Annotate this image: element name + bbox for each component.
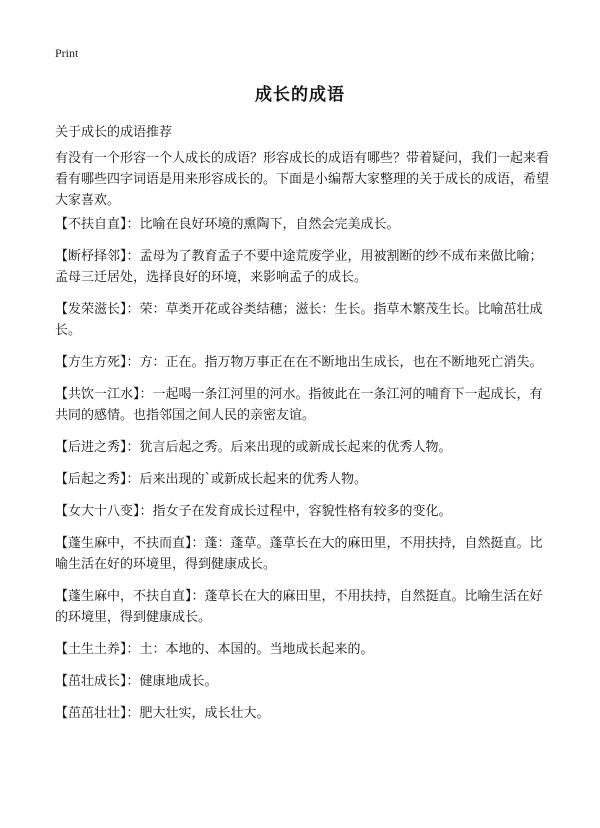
- article-subtitle: 关于成长的成语推荐: [55, 125, 173, 140]
- idiom-entry-hou-jin-zhi-xiu: 【后进之秀】：犹言后起之秀。后来出现的或新成长起来的优秀人物。: [55, 440, 452, 455]
- idiom-entry-zhuo-zhuang-cheng-zhang: 【茁壮成长】：健康地成长。: [55, 674, 218, 689]
- idiom-entry-bu-fu-zi-zhi: 【不扶自直】：比喻在良好环境的熏陶下，自然会完美成长。: [55, 217, 400, 232]
- print-link[interactable]: Print: [55, 46, 79, 60]
- idiom-entry-tu-sheng-tu-yang: 【土生土养】：土：本地的、本国的。当地成长起来的。: [55, 642, 374, 657]
- page-title: 成长的成语: [255, 85, 345, 105]
- idiom-entry-zhuo-zhuo-zhuang-zhuang: 【茁茁壮壮】：肥大壮实，成长壮大。: [55, 706, 270, 721]
- idiom-entry-nv-da-shi-ba-bian: 【女大十八变】：指女子在发育成长过程中，容貌性格有较多的变化。: [55, 504, 452, 519]
- idiom-entry-fa-rong-zi-zhang: 【发荣滋长】：荣：草类开花或谷类结穗；滋长：生长。指草木繁茂生长。比喻茁壮成长。: [55, 302, 543, 338]
- idiom-entry-gong-yin-yi-jiang-shui: 【共饮一江水】：一起喝一条江河里的河水。指彼此在一条江河的哺育下一起成长，有共同的感情。也指邻国之间人民的亲密友谊。: [55, 387, 543, 423]
- idiom-entry-peng-sheng-ma-zhong-bu-fu-zi-zhi: 【蓬生麻中，不扶自直】：蓬草长在大的麻田里，不用扶持，自然挺直。比喻生活在好的环境里，得到健康成长。: [55, 589, 543, 625]
- idiom-entry-fang-sheng-fang-si: 【方生方死】：方：正在。指万物万事正在在不断地出生成长，也在不断地死亡消失。: [55, 355, 543, 370]
- idiom-list: [55, 214, 555, 735]
- idiom-entry-peng-sheng-ma-zhong-bu-fu-er-zhi: 【蓬生麻中，不扶而直】：蓬：蓬草。蓬草长在大的麻田里，不用扶持，自然挺直。比喻生活在好的环境里，得到健康成长。: [55, 536, 543, 572]
- idiom-entry-duan-zhu-ze-lin: 【断杼择邻】：孟母为了教育孟子不要中途荒废学业，用被割断的纱不成布来做比喻；孟母三迁居处，选择良好的环境，来影响孟子的成长。: [55, 249, 543, 285]
- idiom-entry-hou-qi-zhi-xiu: 【后起之秀】：后来出现的`或新成长起来的优秀人物。: [55, 472, 368, 487]
- intro-paragraph: 有没有一个形容一个人成长的成语？形容成长的成语有哪些？带着疑问，我们一起来看看有哪些四字词语是用来形容成长的。下面是小编帮大家整理的关于成长的成语，希望大家喜欢。: [55, 151, 550, 208]
